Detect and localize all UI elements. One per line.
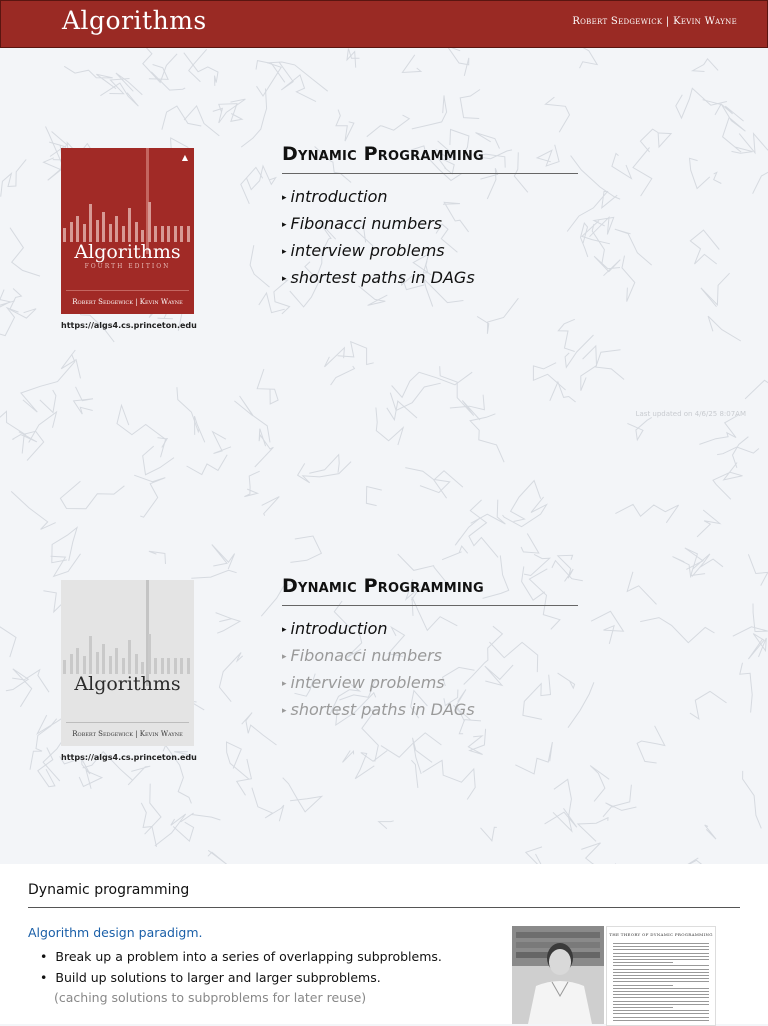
paper-page-image bbox=[606, 926, 716, 1026]
book-bar bbox=[174, 658, 177, 674]
paper-text-line bbox=[613, 1020, 709, 1021]
book-url[interactable]: https://algs4.cs.princeton.edu bbox=[61, 753, 197, 762]
book-bar bbox=[109, 224, 112, 242]
paper-text-line bbox=[613, 1017, 709, 1018]
paper-text-line bbox=[613, 965, 709, 966]
book-url[interactable]: https://algs4.cs.princeton.edu bbox=[61, 321, 197, 330]
book-authors: Robert Sedgewick | Kevin Wayne bbox=[72, 298, 183, 306]
paper-text-line bbox=[613, 1004, 709, 1005]
book-title: Algorithms bbox=[74, 241, 181, 263]
toc-item[interactable]: ▸ interview problems bbox=[282, 673, 445, 692]
book-bar bbox=[154, 226, 157, 242]
paper-text-line bbox=[613, 975, 709, 976]
book-bar bbox=[83, 224, 86, 242]
book-bar bbox=[167, 226, 170, 242]
slide-rule bbox=[28, 907, 740, 908]
bullet-dot-icon: • bbox=[40, 949, 48, 964]
book-bars bbox=[63, 632, 193, 674]
paper-text-line bbox=[613, 997, 709, 998]
triangle-bullet-icon: ▸ bbox=[282, 274, 287, 284]
triangle-bullet-icon: ▸ bbox=[282, 193, 287, 203]
paper-text-line bbox=[613, 1010, 709, 1011]
book-bar bbox=[70, 222, 73, 242]
book-bar bbox=[63, 228, 66, 242]
book-bar bbox=[76, 216, 79, 242]
book-bar bbox=[109, 656, 112, 674]
triangle-bullet-icon: ▸ bbox=[282, 625, 287, 635]
book-bar bbox=[174, 226, 177, 242]
portrait-photo bbox=[512, 926, 604, 1024]
section-title: Dynamic Programming bbox=[282, 143, 484, 165]
bullet-item: • Build up solutions to larger and larger subproblems. bbox=[40, 970, 381, 985]
paper-text-line bbox=[613, 985, 673, 986]
paper-text-line bbox=[613, 949, 709, 950]
book-bar bbox=[115, 648, 118, 674]
book-bar bbox=[122, 226, 125, 242]
book-bar bbox=[135, 222, 138, 242]
paper-text-line bbox=[613, 943, 709, 944]
toc-list bbox=[282, 183, 475, 291]
toc-item[interactable]: ▸ Fibonacci numbers bbox=[282, 646, 442, 665]
book-bar bbox=[167, 658, 170, 674]
book-bar bbox=[187, 658, 190, 674]
paper-heading: THE THEORY OF DYNAMIC PROGRAMMING bbox=[609, 932, 713, 937]
book-bar bbox=[180, 226, 183, 242]
book-bar bbox=[148, 202, 151, 242]
header-authors: Robert Sedgewick | Kevin Wayne bbox=[572, 16, 737, 27]
paper-text-line bbox=[613, 962, 673, 963]
caching-note: (caching solutions to subproblems for later reuse) bbox=[54, 990, 367, 1005]
book-cover bbox=[61, 148, 194, 314]
bullet-item: • Break up a problem into a series of overlapping subproblems. bbox=[40, 949, 442, 964]
paradigm-heading: Algorithm design paradigm. bbox=[28, 925, 203, 940]
paper-text-line bbox=[613, 991, 709, 992]
book-bar bbox=[161, 658, 164, 674]
book-bar bbox=[148, 634, 151, 674]
publisher-logo-icon: ▲ bbox=[181, 153, 188, 162]
toc-item[interactable]: ▸ Fibonacci numbers bbox=[282, 214, 442, 233]
toc-item[interactable]: ▸ interview problems bbox=[282, 241, 445, 260]
triangle-bullet-icon: ▸ bbox=[282, 652, 287, 662]
book-title: Algorithms bbox=[74, 673, 181, 695]
book-rule bbox=[66, 722, 189, 723]
book-bar bbox=[63, 660, 66, 674]
paper-text-line bbox=[613, 981, 709, 982]
paper-text-line bbox=[613, 988, 709, 989]
paper-text-line bbox=[613, 956, 709, 957]
paper-text-line bbox=[613, 1013, 709, 1014]
book-bar bbox=[161, 226, 164, 242]
book-bar bbox=[187, 226, 190, 242]
last-updated: Last updated on 4/6/25 8:07AM bbox=[635, 410, 746, 418]
paper-text-line bbox=[613, 972, 709, 973]
paper-text-line bbox=[613, 959, 709, 960]
bullet-list bbox=[40, 946, 442, 988]
paper-text-line bbox=[613, 969, 709, 970]
book-cover-faded bbox=[61, 580, 194, 746]
book-bars bbox=[63, 200, 193, 242]
triangle-bullet-icon: ▸ bbox=[282, 220, 287, 230]
paper-text-line bbox=[613, 953, 709, 954]
paper-text-line bbox=[613, 1001, 709, 1002]
book-bar bbox=[89, 204, 92, 242]
paper-text-line bbox=[613, 946, 709, 947]
book-bar bbox=[180, 658, 183, 674]
section-rule bbox=[282, 173, 578, 174]
triangle-bullet-icon: ▸ bbox=[282, 679, 287, 689]
book-edition: FOURTH EDITION bbox=[84, 263, 171, 270]
book-bar bbox=[89, 636, 92, 674]
book-bar bbox=[135, 654, 138, 674]
book-bar bbox=[128, 208, 131, 242]
header-title: Algorithms bbox=[62, 6, 207, 35]
book-bar bbox=[154, 658, 157, 674]
toc-item[interactable]: ▸ introduction bbox=[282, 187, 388, 206]
slide-title: Dynamic programming bbox=[28, 882, 190, 898]
triangle-bullet-icon: ▸ bbox=[282, 247, 287, 257]
book-bar bbox=[83, 656, 86, 674]
section-rule bbox=[282, 605, 578, 606]
book-bar bbox=[122, 658, 125, 674]
section-title: Dynamic Programming bbox=[282, 575, 484, 597]
bullet-dot-icon: • bbox=[40, 970, 48, 985]
book-bar bbox=[115, 216, 118, 242]
toc-list bbox=[282, 615, 475, 723]
paper-text-line bbox=[613, 978, 709, 979]
book-bar bbox=[128, 640, 131, 674]
book-authors: Robert Sedgewick | Kevin Wayne bbox=[72, 730, 183, 738]
triangle-bullet-icon: ▸ bbox=[282, 706, 287, 716]
book-bar bbox=[70, 654, 73, 674]
toc-item[interactable]: ▸ shortest paths in DAGs bbox=[282, 700, 475, 719]
book-bar bbox=[102, 644, 105, 674]
book-bar bbox=[76, 648, 79, 674]
toc-item[interactable]: ▸ shortest paths in DAGs bbox=[282, 268, 475, 287]
book-bar bbox=[102, 212, 105, 242]
toc-item-active[interactable]: ▸ introduction bbox=[282, 619, 388, 638]
book-rule bbox=[66, 290, 189, 291]
book-bar bbox=[96, 220, 99, 242]
paper-text-line bbox=[613, 994, 709, 995]
book-bar bbox=[96, 652, 99, 674]
header-bar bbox=[0, 0, 768, 48]
paper-text-line bbox=[613, 1007, 673, 1008]
